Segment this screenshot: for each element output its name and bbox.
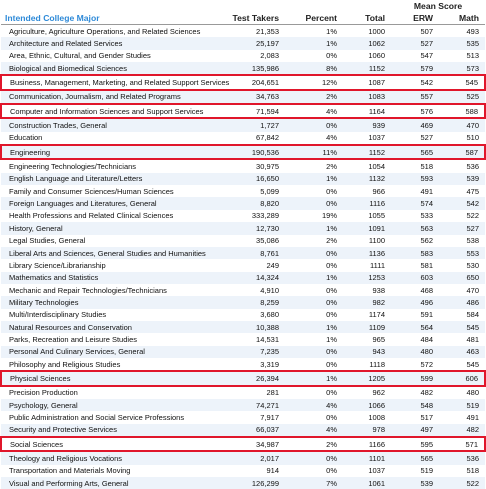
cell-percent: 0% bbox=[285, 465, 343, 477]
cell-erw: 468 bbox=[391, 284, 439, 296]
cell-math: 650 bbox=[439, 272, 485, 284]
table-row bbox=[1, 118, 485, 131]
cell-test-takers: 126,299 bbox=[223, 477, 285, 489]
cell-percent: 0% bbox=[285, 118, 343, 131]
cell-total: 1253 bbox=[343, 272, 391, 284]
cell-test-takers: 25,197 bbox=[223, 37, 285, 49]
cell-percent: 2% bbox=[285, 90, 343, 104]
cell-percent: 1% bbox=[285, 37, 343, 49]
cell-major: Education bbox=[1, 132, 223, 145]
cell-erw: 565 bbox=[391, 451, 439, 464]
cell-major: Psychology, General bbox=[1, 399, 223, 411]
cell-percent: 0% bbox=[285, 346, 343, 358]
table-row bbox=[1, 296, 485, 308]
cell-total: 1116 bbox=[343, 197, 391, 209]
cell-major: Mechanic and Repair Technologies/Technicians bbox=[1, 284, 223, 296]
cell-percent: 0% bbox=[285, 451, 343, 464]
cell-total: 982 bbox=[343, 296, 391, 308]
table-row bbox=[1, 50, 485, 62]
cell-major: Mathematics and Statistics bbox=[1, 272, 223, 284]
cell-percent: 4% bbox=[285, 104, 343, 118]
cell-test-takers: 3,319 bbox=[223, 358, 285, 371]
cell-test-takers: 281 bbox=[223, 386, 285, 399]
cell-total: 1174 bbox=[343, 309, 391, 321]
cell-percent: 4% bbox=[285, 424, 343, 437]
table-row bbox=[1, 284, 485, 296]
cell-major: Engineering Technologies/Technicians bbox=[1, 159, 223, 172]
cell-math: 545 bbox=[439, 321, 485, 333]
cell-total: 1100 bbox=[343, 235, 391, 247]
table-row bbox=[1, 185, 485, 197]
cell-percent: 0% bbox=[285, 247, 343, 259]
cell-percent: 0% bbox=[285, 309, 343, 321]
cell-erw: 539 bbox=[391, 477, 439, 489]
cell-percent: 0% bbox=[285, 185, 343, 197]
cell-test-takers: 1,727 bbox=[223, 118, 285, 131]
cell-math: 545 bbox=[439, 75, 485, 89]
cell-major: Family and Consumer Sciences/Human Sciences bbox=[1, 185, 223, 197]
col-header-math: Math bbox=[439, 11, 485, 25]
cell-erw: 563 bbox=[391, 222, 439, 234]
cell-erw: 564 bbox=[391, 321, 439, 333]
cell-math: 481 bbox=[439, 333, 485, 345]
table-row bbox=[1, 210, 485, 222]
cell-percent: 1% bbox=[285, 25, 343, 38]
cell-percent: 1% bbox=[285, 333, 343, 345]
col-header-total: Total bbox=[343, 11, 391, 25]
cell-erw: 562 bbox=[391, 235, 439, 247]
cell-percent: 0% bbox=[285, 296, 343, 308]
table-row bbox=[1, 247, 485, 259]
cell-test-takers: 10,388 bbox=[223, 321, 285, 333]
cell-erw: 579 bbox=[391, 62, 439, 75]
cell-total: 1166 bbox=[343, 437, 391, 451]
cell-math: 491 bbox=[439, 411, 485, 423]
cell-test-takers: 5,099 bbox=[223, 185, 285, 197]
cell-math: 571 bbox=[439, 437, 485, 451]
table-row bbox=[1, 477, 485, 489]
table-row bbox=[1, 333, 485, 345]
cell-percent: 4% bbox=[285, 132, 343, 145]
cell-erw: 517 bbox=[391, 411, 439, 423]
cell-total: 1205 bbox=[343, 371, 391, 385]
table-row-highlighted bbox=[1, 371, 485, 385]
cell-erw: 496 bbox=[391, 296, 439, 308]
table-row bbox=[1, 272, 485, 284]
cell-math: 584 bbox=[439, 309, 485, 321]
cell-percent: 1% bbox=[285, 371, 343, 385]
group-header-row bbox=[1, 0, 485, 11]
cell-test-takers: 8,259 bbox=[223, 296, 285, 308]
cell-test-takers: 7,235 bbox=[223, 346, 285, 358]
cell-test-takers: 8,820 bbox=[223, 197, 285, 209]
cell-erw: 518 bbox=[391, 159, 439, 172]
cell-major: History, General bbox=[1, 222, 223, 234]
col-header-test-takers: Test Takers bbox=[223, 11, 285, 25]
cell-erw: 574 bbox=[391, 197, 439, 209]
table-row bbox=[1, 386, 485, 399]
table-row bbox=[1, 222, 485, 234]
table-row bbox=[1, 346, 485, 358]
cell-math: 519 bbox=[439, 399, 485, 411]
cell-test-takers: 12,730 bbox=[223, 222, 285, 234]
cell-major: Health Professions and Related Clinical Sciences bbox=[1, 210, 223, 222]
cell-test-takers: 333,289 bbox=[223, 210, 285, 222]
table-row bbox=[1, 358, 485, 371]
cell-erw: 533 bbox=[391, 210, 439, 222]
cell-total: 1152 bbox=[343, 62, 391, 75]
cell-test-takers: 2,083 bbox=[223, 50, 285, 62]
cell-major: Liberal Arts and Sciences, General Studies and Humanities bbox=[1, 247, 223, 259]
cell-percent: 11% bbox=[285, 145, 343, 159]
cell-math: 470 bbox=[439, 118, 485, 131]
column-header-row bbox=[1, 11, 485, 25]
cell-erw: 491 bbox=[391, 185, 439, 197]
col-header-percent: Percent bbox=[285, 11, 343, 25]
cell-math: 539 bbox=[439, 173, 485, 185]
cell-major: Library Science/Librarianship bbox=[1, 259, 223, 271]
cell-total: 1101 bbox=[343, 451, 391, 464]
cell-percent: 1% bbox=[285, 173, 343, 185]
cell-total: 1008 bbox=[343, 411, 391, 423]
cell-test-takers: 21,353 bbox=[223, 25, 285, 38]
cell-major: Theology and Religious Vocations bbox=[1, 451, 223, 464]
cell-major: Precision Production bbox=[1, 386, 223, 399]
cell-erw: 591 bbox=[391, 309, 439, 321]
cell-math: 482 bbox=[439, 424, 485, 437]
cell-major: Biological and Biomedical Sciences bbox=[1, 62, 223, 75]
cell-erw: 547 bbox=[391, 50, 439, 62]
cell-erw: 599 bbox=[391, 371, 439, 385]
cell-test-takers: 8,761 bbox=[223, 247, 285, 259]
table-row bbox=[1, 90, 485, 104]
col-header-major: Intended College Major bbox=[1, 11, 223, 25]
table-body bbox=[1, 25, 485, 489]
cell-test-takers: 2,017 bbox=[223, 451, 285, 464]
mean-score-group-label: Mean Score bbox=[391, 0, 485, 11]
cell-percent: 1% bbox=[285, 321, 343, 333]
cell-erw: 565 bbox=[391, 145, 439, 159]
cell-major: Military Technologies bbox=[1, 296, 223, 308]
cell-erw: 557 bbox=[391, 90, 439, 104]
cell-major: Social Sciences bbox=[1, 437, 223, 451]
table-row bbox=[1, 132, 485, 145]
cell-test-takers: 67,842 bbox=[223, 132, 285, 145]
cell-major: Computer and Information Sciences and Support Services bbox=[1, 104, 223, 118]
cell-test-takers: 74,271 bbox=[223, 399, 285, 411]
table-row bbox=[1, 159, 485, 172]
cell-math: 545 bbox=[439, 358, 485, 371]
cell-erw: 581 bbox=[391, 259, 439, 271]
cell-total: 943 bbox=[343, 346, 391, 358]
cell-math: 538 bbox=[439, 235, 485, 247]
cell-math: 522 bbox=[439, 477, 485, 489]
table-row bbox=[1, 465, 485, 477]
cell-math: 475 bbox=[439, 185, 485, 197]
cell-erw: 469 bbox=[391, 118, 439, 131]
cell-percent: 0% bbox=[285, 284, 343, 296]
cell-erw: 572 bbox=[391, 358, 439, 371]
cell-total: 939 bbox=[343, 118, 391, 131]
table-row bbox=[1, 451, 485, 464]
cell-total: 1111 bbox=[343, 259, 391, 271]
cell-major: Physical Sciences bbox=[1, 371, 223, 385]
cell-test-takers: 135,986 bbox=[223, 62, 285, 75]
cell-major: Construction Trades, General bbox=[1, 118, 223, 131]
cell-math: 463 bbox=[439, 346, 485, 358]
table-row bbox=[1, 37, 485, 49]
cell-erw: 497 bbox=[391, 424, 439, 437]
cell-total: 1152 bbox=[343, 145, 391, 159]
cell-math: 542 bbox=[439, 197, 485, 209]
cell-percent: 0% bbox=[285, 197, 343, 209]
cell-total: 1037 bbox=[343, 132, 391, 145]
cell-major: Natural Resources and Conservation bbox=[1, 321, 223, 333]
cell-erw: 519 bbox=[391, 465, 439, 477]
cell-math: 470 bbox=[439, 284, 485, 296]
cell-test-takers: 14,531 bbox=[223, 333, 285, 345]
cell-test-takers: 914 bbox=[223, 465, 285, 477]
cell-test-takers: 4,910 bbox=[223, 284, 285, 296]
cell-percent: 2% bbox=[285, 235, 343, 247]
cell-erw: 583 bbox=[391, 247, 439, 259]
cell-test-takers: 35,086 bbox=[223, 235, 285, 247]
cell-erw: 507 bbox=[391, 25, 439, 38]
cell-major: Transportation and Materials Moving bbox=[1, 465, 223, 477]
cell-erw: 480 bbox=[391, 346, 439, 358]
cell-major: Engineering bbox=[1, 145, 223, 159]
cell-total: 1066 bbox=[343, 399, 391, 411]
cell-math: 493 bbox=[439, 25, 485, 38]
cell-test-takers: 204,651 bbox=[223, 75, 285, 89]
cell-percent: 2% bbox=[285, 437, 343, 451]
cell-test-takers: 26,394 bbox=[223, 371, 285, 385]
cell-total: 966 bbox=[343, 185, 391, 197]
table-row bbox=[1, 62, 485, 75]
table-row bbox=[1, 25, 485, 38]
cell-math: 587 bbox=[439, 145, 485, 159]
cell-total: 1060 bbox=[343, 50, 391, 62]
cell-erw: 527 bbox=[391, 132, 439, 145]
table-row bbox=[1, 309, 485, 321]
cell-percent: 0% bbox=[285, 386, 343, 399]
cell-total: 1087 bbox=[343, 75, 391, 89]
cell-test-takers: 190,536 bbox=[223, 145, 285, 159]
cell-test-takers: 3,680 bbox=[223, 309, 285, 321]
cell-test-takers: 7,917 bbox=[223, 411, 285, 423]
cell-major: Foreign Languages and Literatures, General bbox=[1, 197, 223, 209]
cell-total: 1136 bbox=[343, 247, 391, 259]
cell-major: Agriculture, Agriculture Operations, and Related Sciences bbox=[1, 25, 223, 38]
cell-major: Parks, Recreation and Leisure Studies bbox=[1, 333, 223, 345]
cell-major: Multi/Interdisciplinary Studies bbox=[1, 309, 223, 321]
cell-erw: 484 bbox=[391, 333, 439, 345]
cell-total: 938 bbox=[343, 284, 391, 296]
cell-percent: 0% bbox=[285, 358, 343, 371]
cell-total: 1091 bbox=[343, 222, 391, 234]
cell-math: 606 bbox=[439, 371, 485, 385]
table-row-highlighted bbox=[1, 145, 485, 159]
table-row bbox=[1, 197, 485, 209]
table-row-highlighted bbox=[1, 75, 485, 89]
table-row-highlighted bbox=[1, 104, 485, 118]
col-header-erw: ERW bbox=[391, 11, 439, 25]
table-row bbox=[1, 424, 485, 437]
cell-percent: 12% bbox=[285, 75, 343, 89]
cell-total: 1109 bbox=[343, 321, 391, 333]
cell-test-takers: 14,324 bbox=[223, 272, 285, 284]
cell-major: Area, Ethnic, Cultural, and Gender Studies bbox=[1, 50, 223, 62]
cell-total: 962 bbox=[343, 386, 391, 399]
cell-total: 1055 bbox=[343, 210, 391, 222]
cell-total: 1000 bbox=[343, 25, 391, 38]
cell-math: 518 bbox=[439, 465, 485, 477]
cell-major: Security and Protective Services bbox=[1, 424, 223, 437]
cell-major: Philosophy and Religious Studies bbox=[1, 358, 223, 371]
cell-math: 522 bbox=[439, 210, 485, 222]
cell-major: Architecture and Related Services bbox=[1, 37, 223, 49]
cell-test-takers: 34,763 bbox=[223, 90, 285, 104]
group-header-spacer bbox=[1, 0, 391, 11]
table-row bbox=[1, 411, 485, 423]
cell-math: 573 bbox=[439, 62, 485, 75]
cell-major: Communication, Journalism, and Related Programs bbox=[1, 90, 223, 104]
cell-test-takers: 71,594 bbox=[223, 104, 285, 118]
cell-total: 1083 bbox=[343, 90, 391, 104]
table-row bbox=[1, 235, 485, 247]
table-row bbox=[1, 399, 485, 411]
cell-math: 486 bbox=[439, 296, 485, 308]
cell-percent: 1% bbox=[285, 272, 343, 284]
cell-percent: 0% bbox=[285, 50, 343, 62]
cell-percent: 1% bbox=[285, 222, 343, 234]
cell-total: 978 bbox=[343, 424, 391, 437]
cell-math: 553 bbox=[439, 247, 485, 259]
cell-percent: 8% bbox=[285, 62, 343, 75]
cell-percent: 7% bbox=[285, 477, 343, 489]
cell-math: 525 bbox=[439, 90, 485, 104]
table-row bbox=[1, 259, 485, 271]
cell-major: Visual and Performing Arts, General bbox=[1, 477, 223, 489]
cell-total: 1061 bbox=[343, 477, 391, 489]
cell-math: 510 bbox=[439, 132, 485, 145]
cell-erw: 603 bbox=[391, 272, 439, 284]
cell-test-takers: 249 bbox=[223, 259, 285, 271]
cell-erw: 576 bbox=[391, 104, 439, 118]
table-row bbox=[1, 173, 485, 185]
cell-total: 1037 bbox=[343, 465, 391, 477]
cell-erw: 593 bbox=[391, 173, 439, 185]
cell-math: 480 bbox=[439, 386, 485, 399]
cell-test-takers: 66,037 bbox=[223, 424, 285, 437]
cell-major: Public Administration and Social Service Professions bbox=[1, 411, 223, 423]
cell-erw: 548 bbox=[391, 399, 439, 411]
cell-major: Business, Management, Marketing, and Related Support Services bbox=[1, 75, 223, 89]
cell-total: 1132 bbox=[343, 173, 391, 185]
cell-major: Legal Studies, General bbox=[1, 235, 223, 247]
cell-math: 527 bbox=[439, 222, 485, 234]
cell-percent: 4% bbox=[285, 399, 343, 411]
table-row-highlighted bbox=[1, 437, 485, 451]
cell-erw: 482 bbox=[391, 386, 439, 399]
cell-percent: 19% bbox=[285, 210, 343, 222]
cell-test-takers: 34,987 bbox=[223, 437, 285, 451]
cell-total: 1164 bbox=[343, 104, 391, 118]
cell-total: 1062 bbox=[343, 37, 391, 49]
cell-math: 535 bbox=[439, 37, 485, 49]
cell-test-takers: 30,975 bbox=[223, 159, 285, 172]
cell-erw: 542 bbox=[391, 75, 439, 89]
cell-math: 588 bbox=[439, 104, 485, 118]
cell-major: Personal And Culinary Services, General bbox=[1, 346, 223, 358]
cell-total: 965 bbox=[343, 333, 391, 345]
cell-math: 536 bbox=[439, 159, 485, 172]
table-row bbox=[1, 321, 485, 333]
cell-math: 536 bbox=[439, 451, 485, 464]
cell-total: 1054 bbox=[343, 159, 391, 172]
cell-percent: 0% bbox=[285, 259, 343, 271]
cell-math: 530 bbox=[439, 259, 485, 271]
cell-test-takers: 16,650 bbox=[223, 173, 285, 185]
cell-percent: 2% bbox=[285, 159, 343, 172]
cell-major: English Language and Literature/Letters bbox=[1, 173, 223, 185]
cell-percent: 0% bbox=[285, 411, 343, 423]
cell-erw: 527 bbox=[391, 37, 439, 49]
cell-math: 513 bbox=[439, 50, 485, 62]
cell-erw: 595 bbox=[391, 437, 439, 451]
cell-total: 1118 bbox=[343, 358, 391, 371]
